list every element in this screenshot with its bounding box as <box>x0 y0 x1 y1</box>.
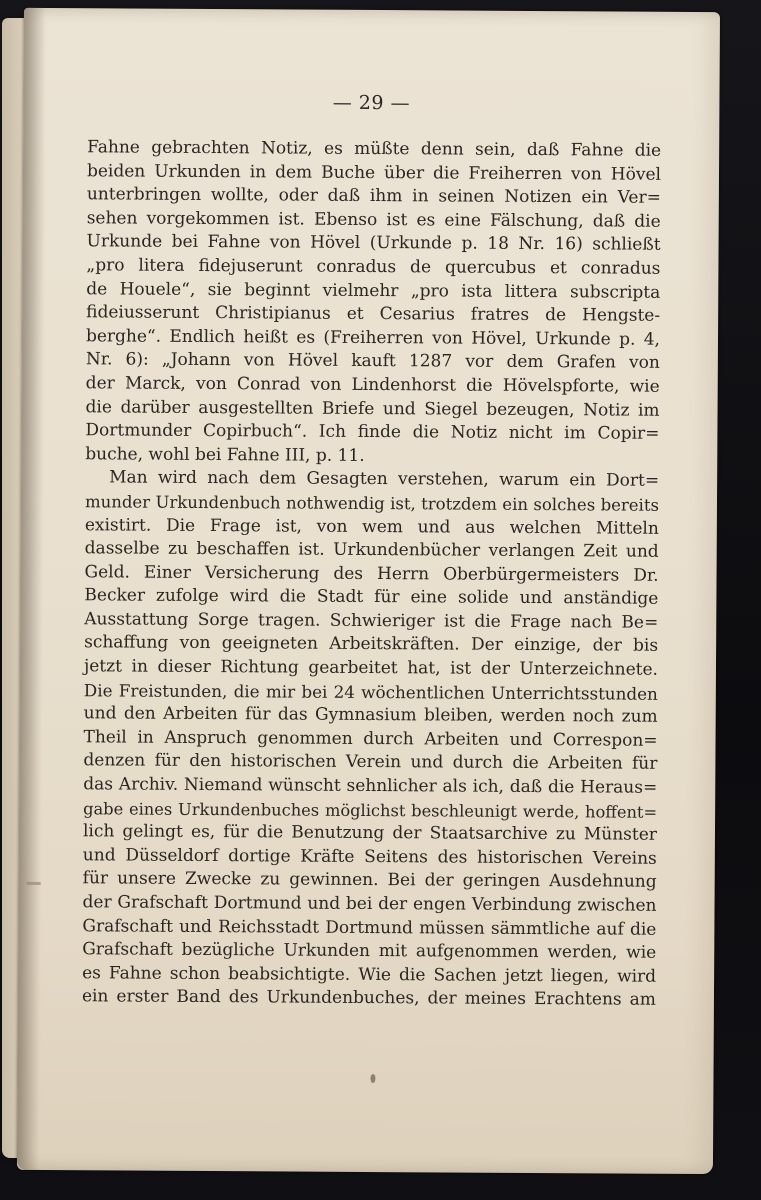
text-line: Die Freistunden, die mir bei 24 wöchentlichen Unterrichtsstunden <box>83 679 658 704</box>
text-line: jetzt in dieser Richtung gearbeitet hat, ist der Unterzeichnete. <box>83 656 659 680</box>
text-line: der Grafschaft Dortmund und bei der engen Verbindung zwischen <box>82 892 657 916</box>
text-line: schaffung von geeigneten Arbeitskräften. Der einzige, der bis <box>84 632 659 657</box>
text-line: Grafschaft bezügliche Urkunden mit aufgenommen werden, wie <box>82 939 657 963</box>
text-line: Fahne gebrachten Notiz, es müßte denn sein, daß Fahne die <box>87 137 662 161</box>
text-line: unterbringen wollte, oder daß ihm in seinen Notizen ein Ver= <box>86 184 661 208</box>
text-line: es Fahne schon beabsichtigte. Wie die Sachen jetzt liegen, wird <box>82 963 657 987</box>
text-line: Ausstattung Sorge tragen. Schwieriger ist die Frage nach Be= <box>84 609 659 633</box>
text-line: Grafschaft und Reichsstadt Dortmund müssen sämmtliche auf die <box>82 915 657 940</box>
text-line: buche, wohl bei Fahne III, p. 11. <box>85 443 365 466</box>
text-line: beiden Urkunden in dem Buche über die Freiherren von Hövel <box>86 160 662 185</box>
text-line: fideiusserunt Christipianus et Cesarius fratres de Hengste- <box>86 302 661 326</box>
text-line: Man wird nach dem Gesagten verstehen, warum ein Dort= <box>109 467 660 492</box>
text-line: ein erster Band des Urkundenbuches, der meines Erachtens am <box>81 986 657 1011</box>
page-body <box>82 136 661 1012</box>
text-line: gabe eines Urkundenbuches möglichst beschleunigt werde, hoffent= <box>83 798 658 822</box>
ink-blot <box>370 1074 375 1083</box>
text-line: existirt. Die Frage ist, von wem und aus welchen Mitteln <box>84 514 659 539</box>
text-line: Urkunde bei Fahne von Hövel (Urkunde p. 18 Nr. 16) schließt <box>86 231 661 256</box>
text-line: Theil in Anspruch genommen durch Arbeiten und Correspon= <box>83 727 658 751</box>
text-line: lich gelingt es, für die Benutzung der Staatsarchive zu Münster <box>82 821 658 845</box>
text-line: Becker zufolge wird die Stadt für eine solide und anständige <box>84 585 659 610</box>
text-line: und den Arbeiten für das Gymnasium bleiben, werden noch zum <box>83 703 658 728</box>
text-line: denzen für den historischen Verein und durch die Arbeiten für <box>83 750 658 775</box>
text-line: und Düsseldorf dortige Kräfte Seitens des historischen Vereins <box>82 845 657 869</box>
text-line: berghe“. Endlich heißt es (Freiherren von Hövel, Urkunde p. 4, <box>85 326 661 350</box>
page-number: — 29 — <box>332 91 411 115</box>
text-line: das Archiv. Niemand wünscht sehnlicher als ich, daß die Heraus= <box>83 774 658 798</box>
book-page <box>17 8 720 1174</box>
text-line: Dortmunder Copirbuch“. Ich finde die Notiz nicht im Copir= <box>85 420 660 444</box>
paper-nick <box>27 882 41 885</box>
text-line: für unsere Zwecke zu gewinnen. Bei der geringen Ausdehnung <box>82 868 657 893</box>
text-line: sehen vorgekommen ist. Ebenso ist es eine Fälschung, daß die <box>86 208 661 232</box>
text-line: dasselbe zu beschaffen ist. Urkundenbücher verlangen Zeit und <box>84 538 659 562</box>
text-line: „pro litera fidejuserunt conradus de quercubus et conradus <box>86 255 661 279</box>
text-line: munder Urkundenbuch nothwendig ist, trotzdem ein solches bereits <box>84 492 660 515</box>
text-line: der Marck, von Conrad von Lindenhorst die Hövelspforte, wie <box>85 373 660 397</box>
text-line: de Houele“, sie beginnt vielmehr „pro ista littera subscripta <box>86 278 661 303</box>
text-line: Geld. Einer Versicherung des Herrn Oberbürgermeisters Dr. <box>84 561 659 586</box>
text-line: die darüber ausgestellten Briefe und Siegel bezeugen, Notiz im <box>85 396 660 421</box>
text-line: Nr. 6): „Johann von Hövel kauft 1287 vor dem Grafen von <box>85 349 660 374</box>
